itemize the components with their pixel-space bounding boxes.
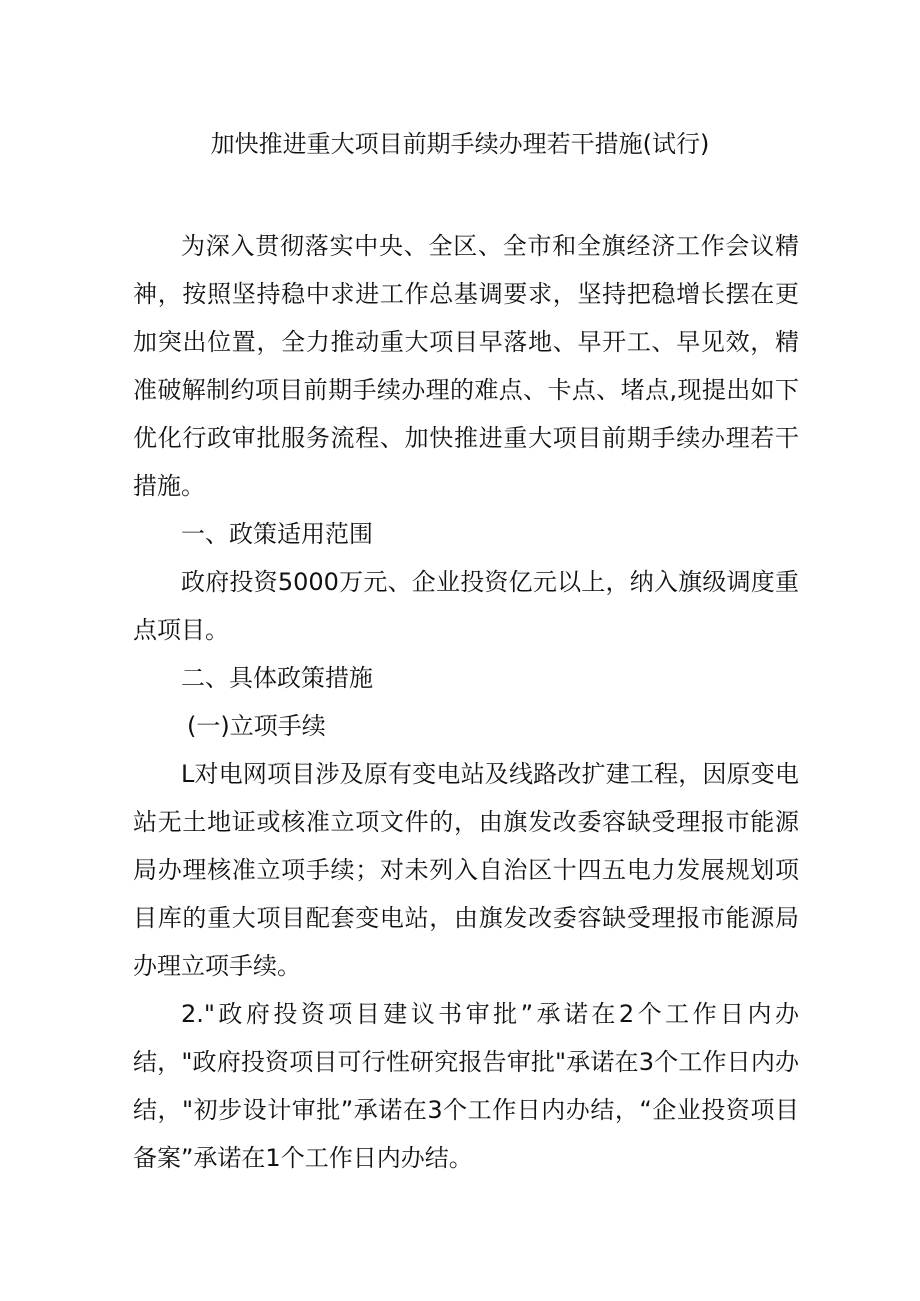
- section-heading-scope: 一、政策适用范围: [181, 520, 373, 548]
- document-body: [133, 222, 799, 1182]
- document-title: 加快推进重大项目前期手续办理若干措施(试行): [210, 130, 710, 158]
- subsection-heading-approval: (一)立项手续: [187, 712, 326, 740]
- measure-item-2: 2."政府投资项目建议书审批”承诺在2个工作日内办结，"政府投资项目可行性研究报告审批"承诺在3个工作日内办结，"初步设计审批”承诺在3个工作日内办结，“企业投资项目备案”承诺在1个工作日内办结。: [133, 1000, 799, 1172]
- scope-paragraph: 政府投资5000万元、企业投资亿元以上，纳入旗级调度重点项目。: [133, 568, 799, 644]
- intro-paragraph: 为深入贯彻落实中央、全区、全市和全旗经济工作会议精神，按照坚持稳中求进工作总基调要求，坚持把稳增长摆在更加突出位置，全力推动重大项目早落地、早开工、早见效，精准破解制约项目前期手续办理的难点、卡点、堵点,现提出如下优化行政审批服务流程、加快推进重大项目前期手续办理若干措施。: [133, 232, 799, 500]
- measure-item-1: L对电网项目涉及原有变电站及线路改扩建工程，因原变电站无土地证或核准立项文件的，由旗发改委容缺受理报市能源局办理核准立项手续；对未列入自治区十四五电力发展规划项目库的重大项目配套变电站，由旗发改委容缺受理报市能源局办理立项手续。: [133, 760, 799, 980]
- section-heading-measures: 二、具体政策措施: [181, 664, 373, 692]
